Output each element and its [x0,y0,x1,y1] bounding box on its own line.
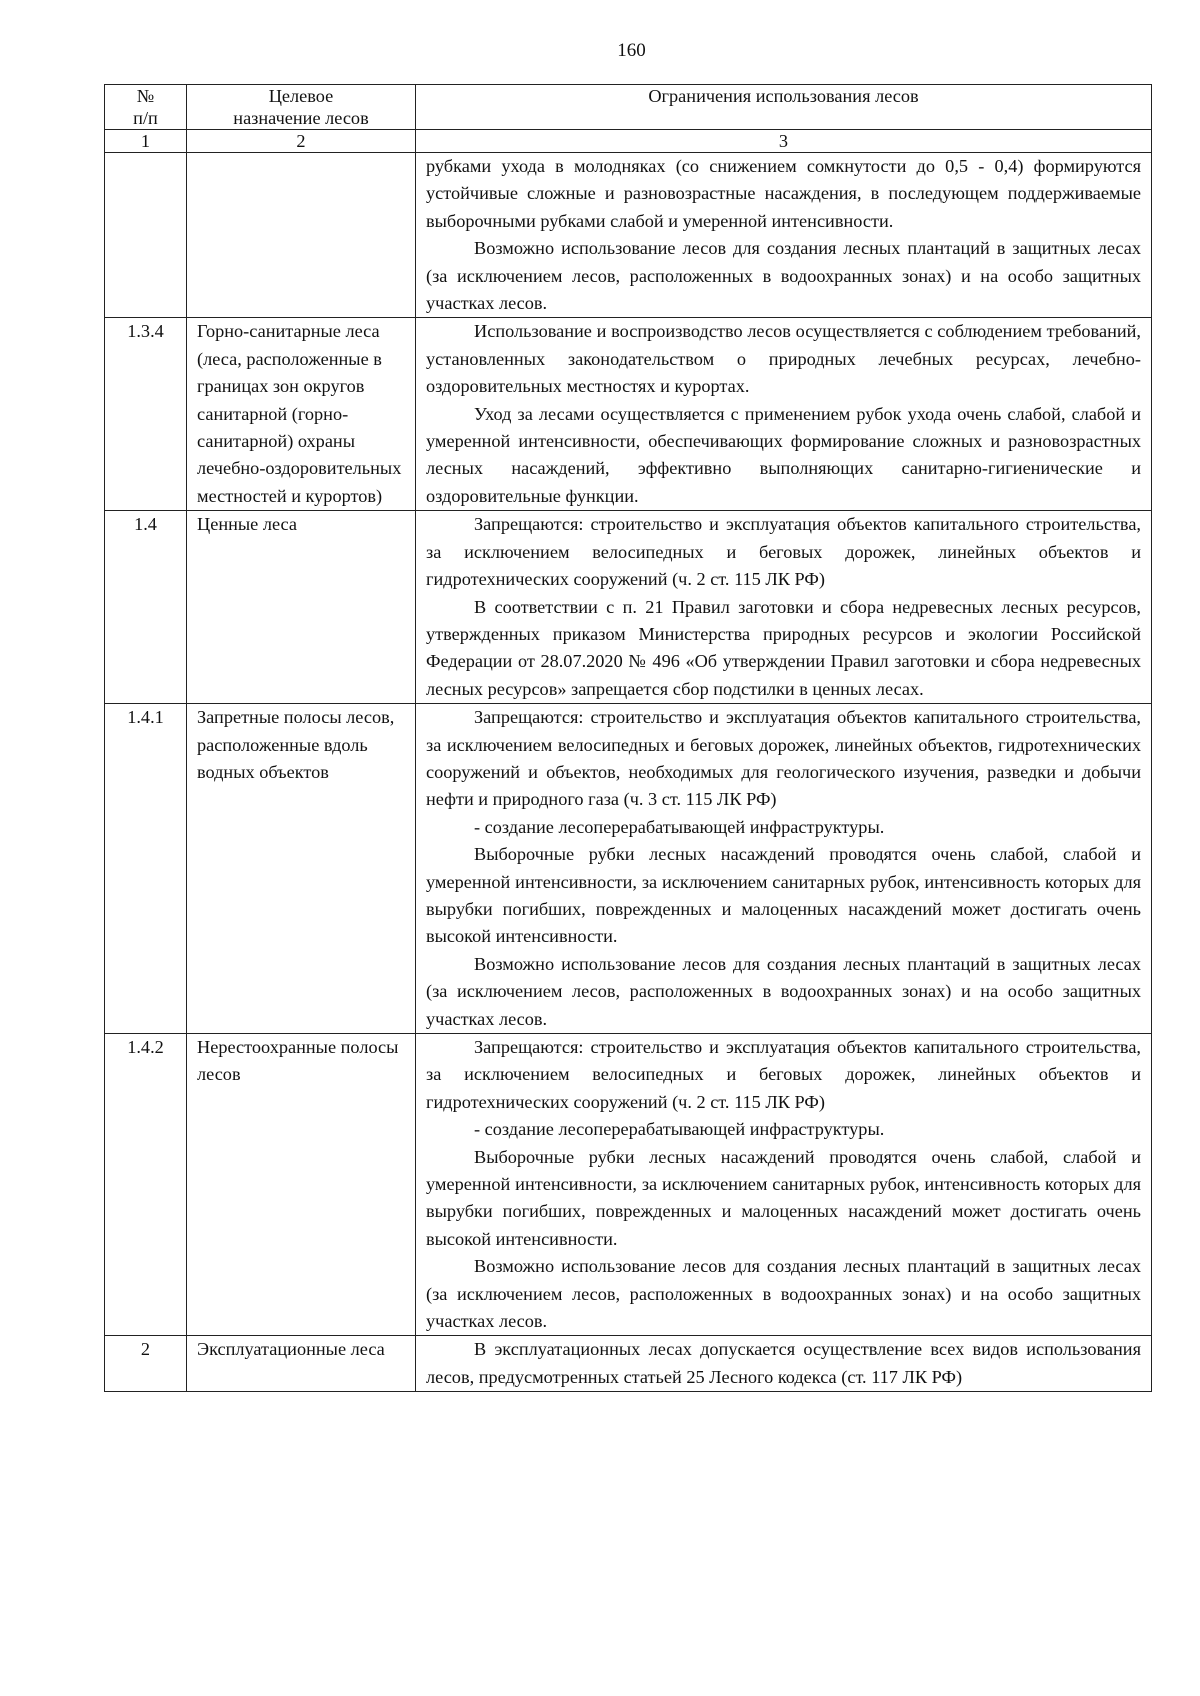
restriction-paragraph: Уход за лесами осуществляется с применением рубок ухода очень слабой, слабой и умеренной интенсивности, обеспечивающих формирование сложных и разновозрастных лесных насаждений, эффективно выполняющих санитарно-гигиенические и оздоровительные функции. [426,403,1141,506]
row-number [105,153,187,318]
restriction-paragraph: Выборочные рубки лесных насаждений проводятся очень слабой, слабой и умеренной интенсивности, за исключением санитарных рубок, интенсивность которых для вырубки погибших, поврежденных и малоценных насаждений может достигать очень высокой интенсивности. [426,844,1141,947]
row-number: 1.4 [105,511,187,704]
forest-restrictions-table [104,84,1152,1392]
row-restrictions [416,318,1152,511]
restriction-paragraph: Запрещаются: строительство и эксплуатация объектов капитального строительства, за исключением велосипедных и беговых дорожек, линейных объектов, гидротехнических сооружений и объектов, необходимых для геологического изучения, разведки и добычи нефти и природного газа (ч. 3 ст. 115 ЛК РФ) [426,707,1141,810]
row-purpose: Нерестоохранные полосы лесов [187,1034,416,1336]
header-col-number-line: № [136,86,155,106]
row-restrictions [416,704,1152,1034]
column-number: 2 [187,130,416,153]
restriction-paragraph: Запрещаются: строительство и эксплуатация объектов капитального строительства, за исключением велосипедных и беговых дорожек, линейных объектов и гидротехнических сооружений (ч. 2 ст. 115 ЛК РФ) [426,1037,1141,1112]
restriction-paragraph: Выборочные рубки лесных насаждений проводятся очень слабой, слабой и умеренной интенсивности, за исключением санитарных рубок, интенсивность которых для вырубки погибших, поврежденных и малоценных насаждений может достигать очень высокой интенсивности. [426,1146,1141,1249]
row-purpose: Ценные леса [187,511,416,704]
row-restrictions [416,1034,1152,1336]
row-purpose [187,153,416,318]
header-col-purpose-line: Целевое [268,86,334,106]
table-row [105,511,1152,704]
row-restrictions [416,1336,1152,1392]
page-number: 160 [617,40,646,61]
table-header-row [105,85,1152,130]
restriction-paragraph: Использование и воспроизводство лесов осуществляется с соблюдением требований, установленных законодательством о природных лечебных ресурсах, лечебно-оздоровительных местностях и курортах. [426,321,1141,397]
restriction-paragraph: - создание лесоперерабатывающей инфраструктуры. [474,1119,885,1140]
header-col-purpose-line: назначение лесов [233,108,369,128]
header-col-number-line: п/п [133,108,158,128]
row-purpose: Эксплуатационные леса [187,1336,416,1392]
row-restrictions [416,153,1152,318]
restriction-paragraph: В эксплуатационных лесах допускается осуществление всех видов использования лесов, предусмотренных статьей 25 Лесного кодекса (ст. 117 ЛК РФ) [426,1339,1141,1387]
row-number: 1.4.2 [105,1034,187,1336]
header-col-restrictions: Ограничения использования лесов [416,85,1152,130]
restriction-paragraph: Возможно использование лесов для создания лесных плантаций в защитных лесах (за исключением лесов, расположенных в водоохранных зонах) и на особо защитных участках лесов. [426,953,1141,1029]
row-number: 2 [105,1336,187,1392]
restriction-paragraph: В соответствии с п. 21 Правил заготовки и сбора недревесных лесных ресурсов, утвержденных приказом Министерства природных ресурсов и экологии Российской Федерации от 28.07.2020 № 496 «Об утверждении Правил заготовки и сбора недревесных лесных ресурсов» запрещается сбор подстилки в ценных лесах. [426,596,1141,699]
column-number: 1 [105,130,187,153]
table-row [105,1034,1152,1336]
column-number: 3 [416,130,1152,153]
restriction-paragraph: Запрещаются: строительство и эксплуатация объектов капитального строительства, за исключением велосипедных и беговых дорожек, линейных объектов и гидротехнических сооружений (ч. 2 ст. 115 ЛК РФ) [426,514,1141,590]
column-numbers-row [105,130,1152,153]
table-row [105,318,1152,511]
restriction-paragraph: Возможно использование лесов для создания лесных плантаций в защитных лесах (за исключением лесов, расположенных в водоохранных зонах) и на особо защитных участках лесов. [426,238,1141,314]
row-restrictions [416,511,1152,704]
restriction-paragraph: - создание лесоперерабатывающей инфраструктуры. [474,816,885,837]
table-row [105,1336,1152,1392]
restriction-paragraph: Возможно использование лесов для создания лесных плантаций в защитных лесах (за исключением лесов, расположенных в водоохранных зонах) и на особо защитных участках лесов. [426,1256,1141,1332]
table-row [105,153,1152,318]
row-purpose: Запретные полосы лесов, расположенные вдоль водных объектов [187,704,416,1034]
row-purpose: Горно-санитарные леса (леса, расположенные в границах зон округов санитарной (горно-санитарной) охраны лечебно-оздоровительных местностей и курортов) [187,318,416,511]
header-col-purpose [187,85,416,130]
restriction-paragraph: рубками ухода в молодняках (со снижением сомкнутости до 0,5 - 0,4) формируются устойчивые сложные и разновозрастные насаждения, в последующем поддерживаемые выборочными рубками слабой и умеренной интенсивности. [426,156,1141,231]
header-col-number [105,85,187,130]
row-number: 1.3.4 [105,318,187,511]
table-row [105,704,1152,1034]
row-number: 1.4.1 [105,704,187,1034]
